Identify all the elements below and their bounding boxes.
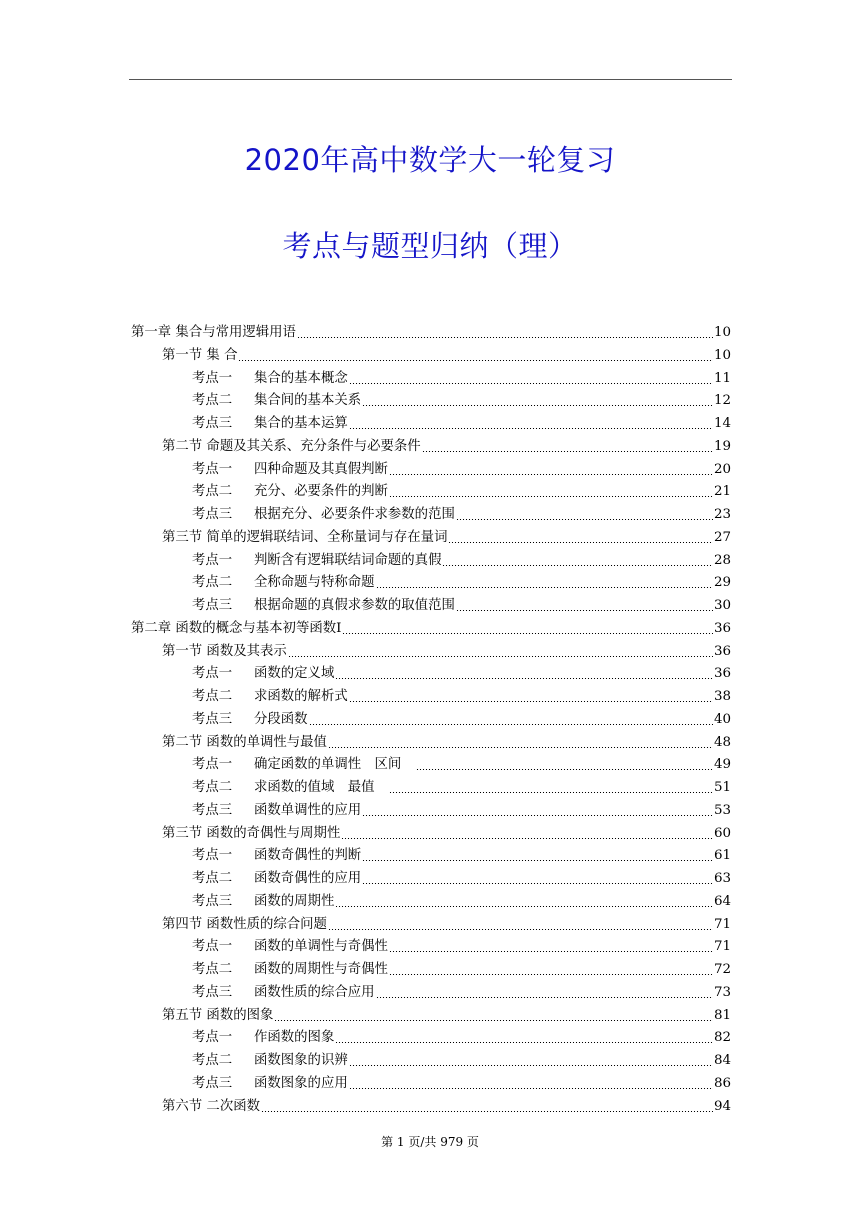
toc-point-entry[interactable]	[192, 569, 731, 591]
toc-entry-label	[192, 575, 375, 591]
toc-leader-dots	[349, 1088, 713, 1089]
toc-entry-label	[192, 507, 455, 523]
toc-point-number: 考点二	[192, 393, 233, 409]
toc-entry-text: 第三节 简单的逻辑联结词、全称量词与存在量词	[162, 529, 448, 545]
toc-entry-text: 充分、必要条件的判断	[254, 484, 388, 500]
toc-leader-dots	[342, 633, 713, 634]
toc-point-number: 考点三	[192, 711, 233, 727]
toc-page-number: 73	[713, 984, 731, 1000]
toc-page-number: 81	[713, 1007, 731, 1023]
toc-point-number: 考点一	[192, 461, 233, 477]
toc-point-number: 考点二	[192, 689, 233, 704]
toc-page-number: 14	[713, 416, 731, 431]
toc-point-entry[interactable]	[192, 956, 731, 978]
toc-point-number: 考点一	[192, 666, 233, 682]
toc-section-entry[interactable]	[162, 342, 731, 364]
toc-entry-label	[162, 348, 237, 364]
toc-point-number: 考点一	[192, 848, 233, 864]
toc-page-number: 71	[713, 939, 731, 955]
toc-page-number: 19	[713, 438, 731, 454]
toc-entry-label	[192, 416, 348, 432]
toc-point-entry[interactable]	[192, 683, 731, 705]
toc-leader-dots	[362, 883, 713, 884]
toc-leader-dots	[274, 1020, 713, 1021]
toc-entry-label	[192, 689, 348, 705]
document-title: 2020年高中数学大一轮复习	[244, 143, 616, 177]
toc-leader-dots	[389, 496, 713, 497]
toc-entry-label	[192, 803, 361, 819]
toc-entry-label	[192, 780, 388, 796]
toc-entry-label	[192, 1030, 334, 1046]
toc-section-entry[interactable]	[162, 1093, 731, 1115]
toc-section-entry[interactable]	[162, 729, 731, 751]
toc-point-number: 考点三	[192, 1075, 233, 1091]
toc-point-entry[interactable]	[192, 387, 731, 409]
toc-point-entry[interactable]	[192, 501, 731, 523]
toc-entry-text: 函数奇偶性的应用	[254, 871, 362, 886]
toc-page-number: 23	[713, 507, 731, 522]
toc-entry-label	[162, 735, 327, 751]
toc-entry-label	[192, 848, 361, 864]
toc-page-number: 20	[713, 461, 731, 477]
toc-leader-dots	[389, 792, 713, 793]
toc-entry-text: 函数奇偶性的判断	[254, 848, 362, 864]
toc-page-number: 64	[713, 893, 731, 909]
toc-entry-label	[192, 939, 388, 955]
toc-point-number: 考点二	[192, 575, 233, 591]
toc-entry-text: 函数图象的应用	[254, 1075, 348, 1091]
toc-page-number: 82	[713, 1030, 731, 1046]
toc-page-number: 12	[713, 393, 731, 409]
toc-leader-dots	[288, 656, 713, 657]
toc-point-entry[interactable]	[192, 410, 731, 432]
toc-page-number: 72	[713, 962, 731, 977]
toc-entry-text: 第一节 集 合	[162, 347, 238, 363]
toc-entry-label	[162, 1099, 260, 1115]
toc-page-number: 49	[713, 757, 731, 773]
toc-leader-dots	[328, 929, 713, 930]
toc-section-entry[interactable]	[162, 820, 731, 842]
toc-entry-text: 根据充分、必要条件求参数的范围	[254, 507, 455, 522]
toc-chapter-entry[interactable]	[131, 615, 731, 637]
toc-entry-label	[131, 325, 296, 341]
toc-page-number: 30	[713, 598, 731, 613]
toc-point-number: 考点一	[192, 757, 233, 773]
toc-page-number: 10	[713, 347, 731, 363]
toc-entry-label	[162, 644, 287, 660]
toc-leader-dots	[389, 951, 713, 952]
toc-point-number: 考点一	[192, 370, 233, 386]
toc-leader-dots	[335, 678, 713, 679]
toc-point-entry[interactable]	[192, 774, 731, 796]
toc-entry-text: 集合间的基本关系	[254, 393, 362, 409]
toc-entry-text: 第六节 二次函数	[162, 1098, 260, 1114]
toc-point-entry[interactable]	[192, 797, 731, 819]
document-subtitle: 考点与题型归纳（理）	[282, 229, 578, 263]
toc-point-entry[interactable]	[192, 842, 731, 864]
toc-point-entry[interactable]	[192, 456, 731, 478]
toc-leader-dots	[442, 565, 712, 566]
toc-leader-dots	[349, 701, 713, 702]
toc-entry-text: 第一节 函数及其表示	[162, 643, 287, 659]
toc-leader-dots	[456, 519, 713, 520]
toc-entry-label	[162, 1008, 273, 1024]
toc-point-entry[interactable]	[192, 478, 731, 500]
toc-entry-label	[192, 962, 388, 978]
toc-point-number: 考点三	[192, 507, 233, 522]
toc-entry-text: 第一章 集合与常用逻辑用语	[131, 325, 296, 340]
toc-entry-text: 函数图象的识辨	[254, 1053, 348, 1068]
toc-entry-text: 分段函数	[254, 711, 308, 727]
toc-leader-dots	[349, 1065, 713, 1066]
toc-entry-label	[162, 826, 340, 842]
toc-entry-text: 全称命题与特称命题	[254, 575, 375, 591]
page-footer: 第 1 页/共 979 页	[381, 1135, 479, 1149]
toc-point-number: 考点三	[192, 984, 233, 1000]
toc-entry-text: 判断含有逻辑联结词命题的真假	[254, 552, 442, 568]
toc-leader-dots	[376, 997, 713, 998]
toc-page-number: 94	[713, 1098, 731, 1114]
toc-page-number: 61	[713, 848, 731, 864]
toc-leader-dots	[376, 587, 713, 588]
toc-leader-dots	[389, 474, 713, 475]
toc-page-number: 53	[713, 802, 731, 818]
toc-section-entry[interactable]	[162, 1002, 731, 1024]
toc-page-number: 29	[713, 575, 731, 591]
toc-point-number: 考点一	[192, 939, 233, 955]
toc-point-entry[interactable]	[192, 592, 731, 614]
toc-entry-label	[192, 871, 361, 887]
toc-leader-dots	[335, 1042, 713, 1043]
toc-leader-dots	[448, 542, 712, 543]
toc-entry-text: 函数单调性的应用	[254, 802, 362, 818]
toc-entry-text: 第四节 函数性质的综合问题	[162, 916, 327, 932]
toc-point-entry[interactable]	[192, 979, 731, 1001]
toc-page-number: 51	[713, 780, 731, 795]
toc-leader-dots	[456, 610, 713, 611]
toc-entry-text: 函数的定义域	[254, 666, 335, 682]
toc-point-number: 考点三	[192, 416, 233, 431]
toc-leader-dots	[389, 974, 713, 975]
header-rule	[129, 79, 732, 80]
toc-point-number: 考点三	[192, 598, 233, 613]
toc-entry-text: 第二章 函数的概念与基本初等函数Ⅰ	[131, 620, 342, 636]
toc-entry-label	[162, 439, 421, 455]
toc-chapter-entry[interactable]	[131, 319, 731, 341]
toc-entry-label	[192, 894, 334, 910]
toc-point-number: 考点二	[192, 962, 233, 977]
toc-point-entry[interactable]	[192, 865, 731, 887]
toc-leader-dots	[362, 815, 713, 816]
toc-page-number: 71	[713, 916, 731, 932]
toc-entry-text: 第二节 命题及其关系、充分条件与必要条件	[162, 438, 421, 454]
toc-page-number: 63	[713, 871, 731, 886]
toc-entry-text: 根据命题的真假求参数的取值范围	[254, 598, 455, 613]
toc-point-entry[interactable]	[192, 547, 731, 569]
toc-page-number: 38	[713, 689, 731, 704]
toc-page-number: 28	[713, 552, 731, 568]
toc-page-number: 48	[713, 734, 731, 750]
toc-page-number: 10	[713, 325, 731, 340]
toc-section-entry[interactable]	[162, 911, 731, 933]
toc-entry-label	[131, 621, 341, 637]
toc-entry-label	[192, 553, 441, 569]
toc-section-entry[interactable]	[162, 524, 731, 546]
toc-page-number: 36	[713, 643, 731, 659]
toc-entry-label	[192, 1053, 348, 1069]
toc-leader-dots	[309, 724, 713, 725]
toc-entry-text: 函数的单调性与奇偶性	[254, 939, 388, 955]
toc-entry-label	[192, 371, 348, 387]
toc-leader-dots	[416, 769, 713, 770]
toc-point-number: 考点二	[192, 780, 233, 795]
toc-entry-text: 第五节 函数的图象	[162, 1007, 274, 1023]
toc-entry-label	[192, 1076, 348, 1092]
toc-entry-label	[192, 393, 361, 409]
toc-entry-text: 求函数的解析式	[254, 689, 348, 704]
toc-point-number: 考点三	[192, 802, 233, 818]
toc-leader-dots	[335, 906, 713, 907]
toc-point-number: 考点一	[192, 1030, 233, 1046]
toc-point-entry[interactable]	[192, 706, 731, 728]
toc-page-number: 36	[713, 666, 731, 682]
toc-page-number: 21	[713, 484, 731, 500]
toc-page-number: 40	[713, 711, 731, 727]
toc-page-number: 84	[713, 1053, 731, 1068]
toc-point-number: 考点一	[192, 552, 233, 568]
toc-point-entry[interactable]	[192, 365, 731, 387]
toc-leader-dots	[238, 360, 712, 361]
toc-leader-dots	[328, 747, 713, 748]
toc-entry-text: 集合的基本运算	[254, 416, 348, 431]
toc-entry-text: 确定函数的单调性 区间	[254, 757, 415, 773]
toc-leader-dots	[422, 451, 713, 452]
toc-entry-text: 求函数的值域 最值	[254, 780, 388, 795]
toc-entry-text: 集合的基本概念	[254, 370, 348, 386]
toc-entry-label	[192, 985, 375, 1001]
toc-leader-dots	[362, 405, 713, 406]
toc-section-entry[interactable]	[162, 638, 731, 660]
toc-entry-label	[192, 462, 388, 478]
toc-page-number: 86	[713, 1075, 731, 1091]
toc-leader-dots	[362, 860, 713, 861]
toc-entry-text: 四种命题及其真假判断	[254, 461, 388, 477]
toc-point-entry[interactable]	[192, 1070, 731, 1092]
toc-entry-text: 第二节 函数的单调性与最值	[162, 734, 327, 750]
toc-point-entry[interactable]	[192, 660, 731, 682]
toc-leader-dots	[261, 1111, 713, 1112]
toc-point-entry[interactable]	[192, 1047, 731, 1069]
toc-page-number: 11	[713, 370, 731, 386]
toc-point-number: 考点二	[192, 1053, 233, 1068]
toc-entry-label	[162, 917, 327, 933]
toc-entry-text: 作函数的图象	[254, 1030, 335, 1046]
toc-page-number: 60	[713, 825, 731, 841]
toc-leader-dots	[349, 383, 713, 384]
toc-entry-text: 函数性质的综合应用	[254, 984, 375, 1000]
toc-entry-label	[162, 530, 447, 546]
toc-point-entry[interactable]	[192, 751, 731, 773]
toc-leader-dots	[341, 838, 713, 839]
toc-leader-dots	[297, 337, 713, 338]
toc-point-number: 考点二	[192, 871, 233, 886]
toc-page-number: 36	[713, 620, 731, 636]
toc-point-entry[interactable]	[192, 888, 731, 910]
toc-entry-text: 函数的周期性	[254, 893, 335, 909]
toc-entry-label	[192, 712, 308, 728]
toc-point-number: 考点二	[192, 484, 233, 500]
toc-entry-label	[192, 598, 455, 614]
toc-point-entry[interactable]	[192, 1024, 731, 1046]
toc-leader-dots	[349, 428, 713, 429]
toc-entry-label	[192, 757, 415, 773]
toc-point-number: 考点三	[192, 893, 233, 909]
toc-page-number: 27	[713, 529, 731, 545]
toc-entry-text: 第三节 函数的奇偶性与周期性	[162, 825, 341, 841]
toc-section-entry[interactable]	[162, 433, 731, 455]
toc-entry-label	[192, 484, 388, 500]
toc-entry-label	[192, 666, 334, 682]
toc-entry-text: 函数的周期性与奇偶性	[254, 962, 388, 977]
toc-point-entry[interactable]	[192, 933, 731, 955]
